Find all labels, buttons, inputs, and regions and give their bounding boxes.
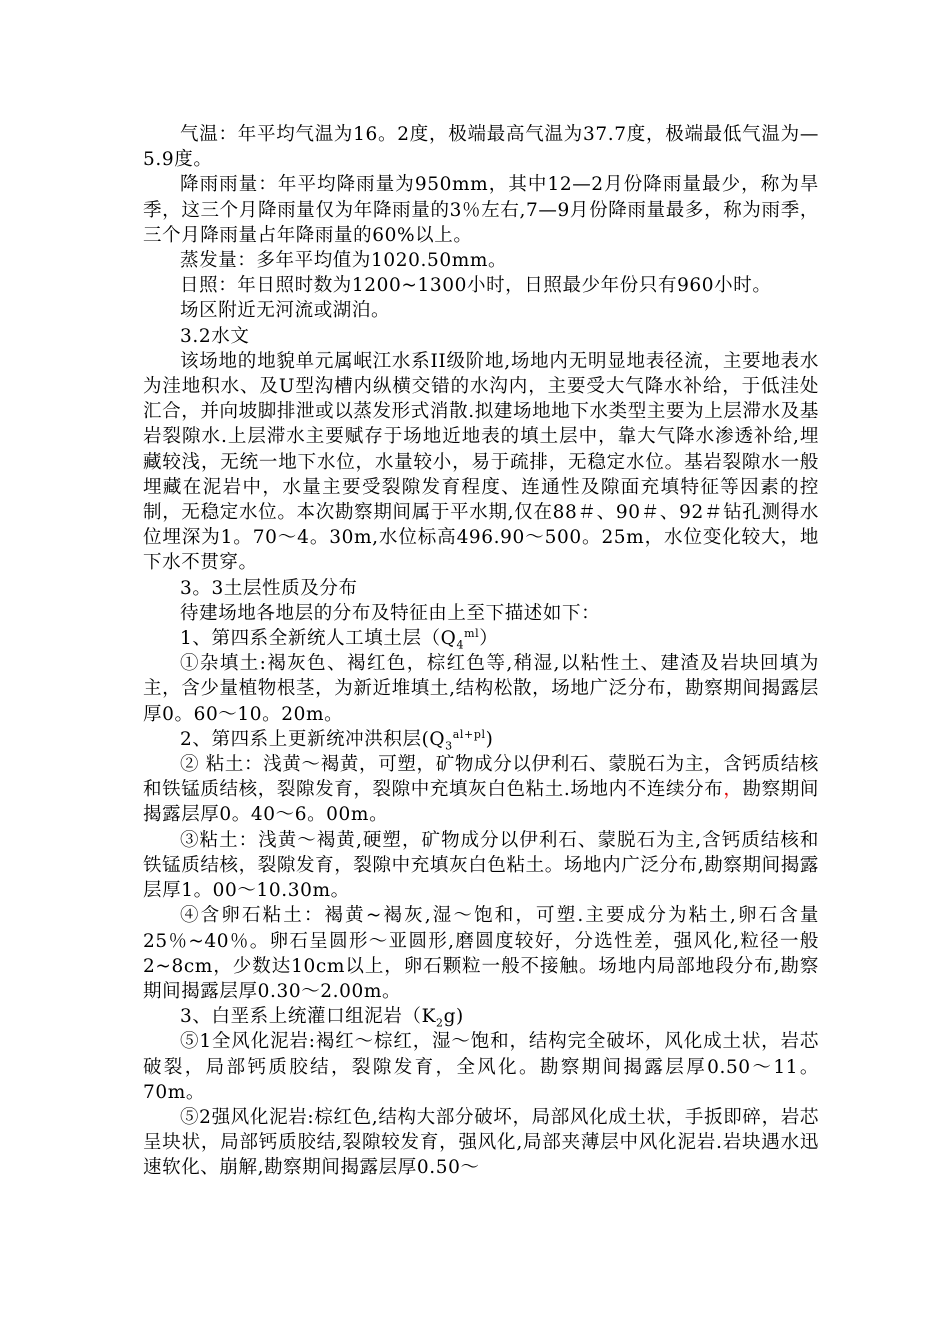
paragraph-temperature: 气温：年平均气温为16。2度，极端最高气温为37.7度，极端最低气温为—5.9度。 xyxy=(143,124,819,171)
paragraph-rainfall: 降雨雨量：年平均降雨量为950mm，其中12—2月份降雨量最少，称为旱季，这三个月降雨量仅为年降雨量的3％左右,7—9月份降雨量最多，称为雨季，三个月降雨量占年降雨量的60%以上。 xyxy=(143,174,819,246)
section-heading-soil: 3。3土层性质及分布 xyxy=(180,577,358,599)
paragraph-no-river: 场区附近无河流或湖泊。 xyxy=(180,300,391,322)
layer-heading-fill: 1、第四系全新统人工填土层$(Q_4^{ml})$ xyxy=(180,626,499,652)
paragraph-clay-hard: ③粘土：浅黄～褐黄,硬塑，矿物成分以伊利石、蒙脱石为主,含钙质结核和铁锰质结核，裂隙发育，裂隙中充填灰白色粘土。场地内广泛分布,勘察期间揭露层厚1。00～10.30m。 xyxy=(143,829,819,902)
paragraph-hydrology: 该场地的地貌单元属岷江水系II级阶地,场地内无明显地表径流，主要地表水为洼地积水、及U型沟槽内纵横交错的水沟内，主要受大气降水补给，于低洼处汇合，并向坡脚排泄或以蒸发形式消散.拟建场地地下水类型主要为上层滞水及基岩裂隙水.上层滞水主要赋存于场地近地表的填土层中，靠大气降水渗透补给,埋藏较浅，无统一地下水位，水量较小，易于疏排，无稳定水位。基岩裂隙水一般埋藏在泥岩中，水量主要受裂隙发育程度、连通性及隙面充填特征等因素的控制，无稳定水位。本次勘察期间属于平水期,仅在88＃、90＃、92＃钻孔测得水位埋深为1。70～4。30m,水位标高496.90～500。25m，水位变化较大，地下水不贯穿。 xyxy=(143,350,819,574)
paragraph-evaporation: 蒸发量：多年平均值为1020.50mm。 xyxy=(180,250,508,272)
paragraph-soil-intro: 待建场地各地层的分布及特征由上至下描述如下： xyxy=(180,602,601,624)
layer-heading-alluvial: 2、第四系上更新统冲洪积层$(Q_3^{al+pl})$ xyxy=(180,727,494,753)
paragraph-sunshine: 日照：年日照时数为1200~1300小时，日照最少年份只有960小时。 xyxy=(180,275,772,297)
paragraph-clay-plastic: ② 粘土：浅黄～褐黄，可塑，矿物成分以伊利石、蒙脱石为主，含钙质结核和铁锰质结核，裂隙发育，裂隙中充填灰白色粘土.场地内不连续分布，勘察期间揭露层厚0。40～6。00m。 xyxy=(143,754,820,826)
layer-heading-mudstone: 3、白垩系上统灌口组泥岩$(K_2g)$ xyxy=(180,1006,464,1030)
document-body xyxy=(143,122,819,1181)
paragraph-strongly-weathered-mudstone: ⑤2强风化泥岩:棕红色,结构大部分破坏，局部风化成土状，手扳即碎，岩芯呈块状，局部钙质胶结,裂隙较发育，强风化,局部夹薄层中风化泥岩.岩块遇水迅速软化、崩解,勘察期间揭露层厚0.50～ xyxy=(143,1106,819,1179)
paragraph-pebble-clay: ④含卵石粘土：褐黄~褐灰,湿～饱和，可塑.主要成分为粘土,卵石含量25％~40％。卵石呈圆形～亚圆形,磨圆度较好，分选性差，强风化,粒径一般2~8cm，少数达10cm以上，卵石颗粒一般不接触。场地内局部地段分布,勘察期间揭露层厚0.30～2.00m。 xyxy=(143,905,819,1002)
paragraph-miscellaneous-fill: ①杂填土:褐灰色、褐红色，棕红色等,稍湿,以粘性土、建渣及岩块回填为主，含少量植物根茎，为新近堆填土,结构松散，场地广泛分布，勘察期间揭露层厚0。60～10。20m。 xyxy=(143,653,819,725)
paragraph-fully-weathered-mudstone: ⑤1全风化泥岩:褐红～棕红，湿～饱和，结构完全破坏，风化成土状，岩芯破裂，局部钙质胶结，裂隙发育，全风化。勘察期间揭露层厚0.50～11。70m。 xyxy=(143,1031,819,1103)
section-heading-hydrology: 3.2水文 xyxy=(180,325,250,347)
